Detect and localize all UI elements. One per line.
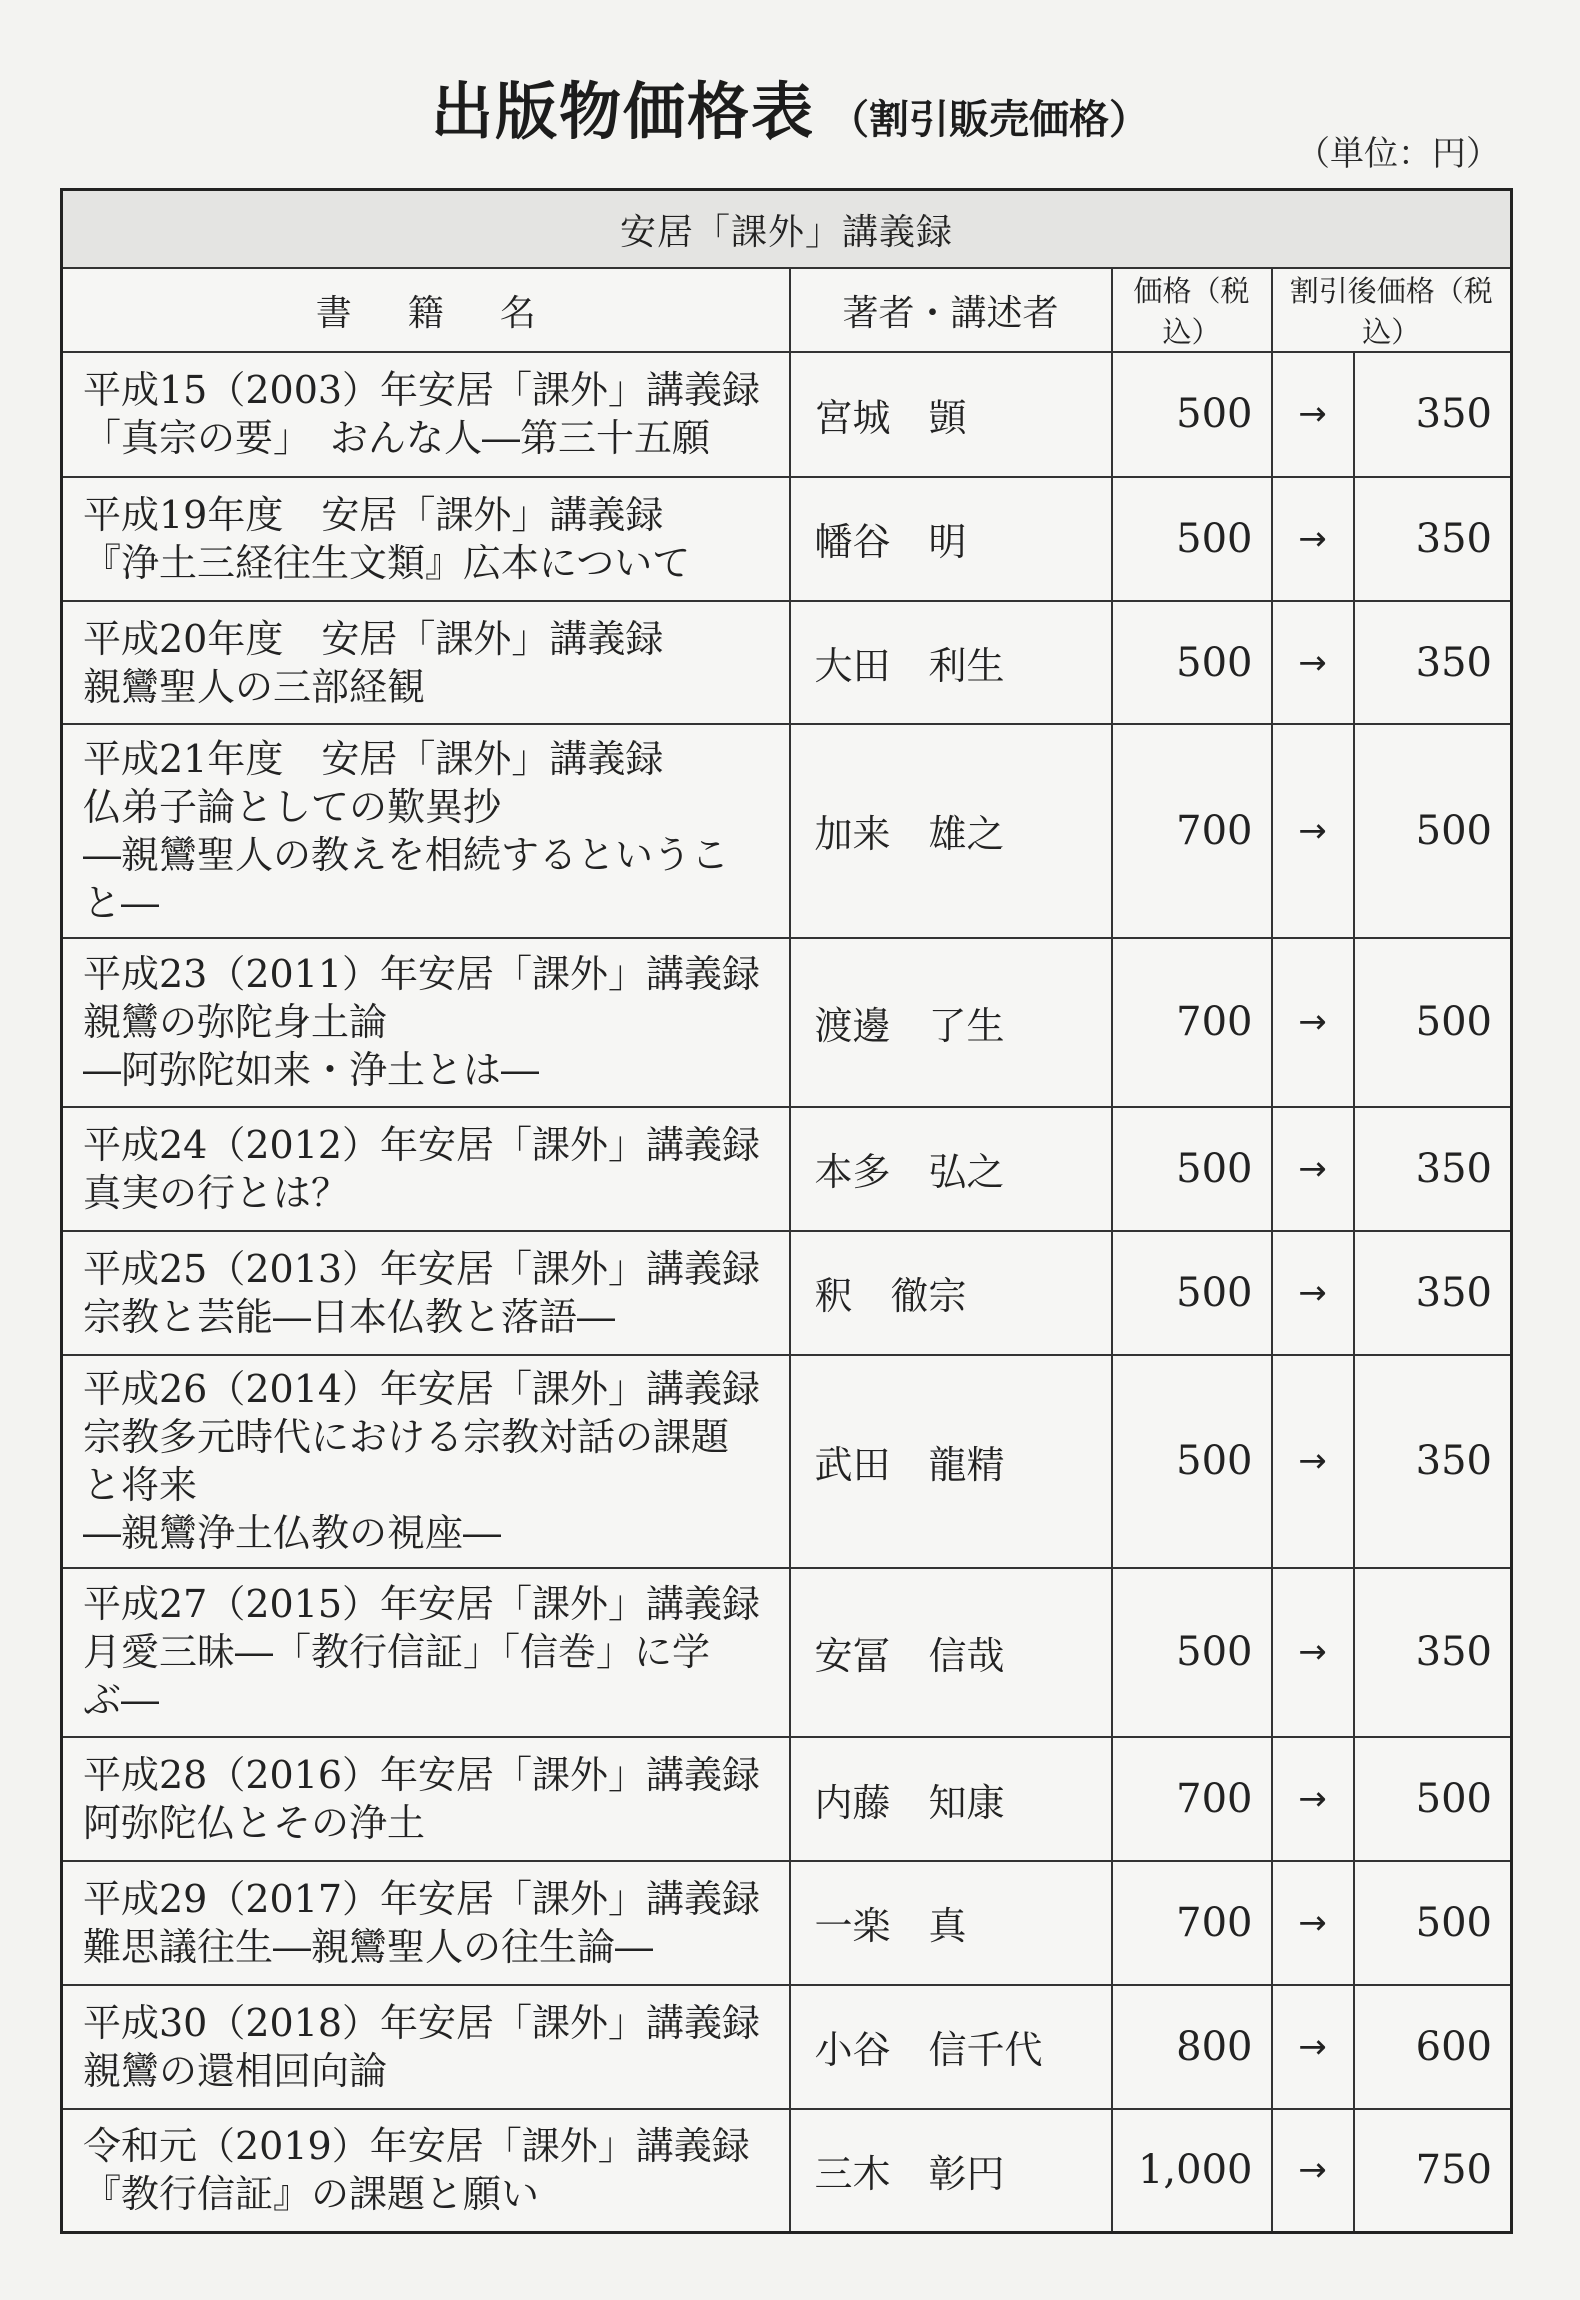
column-header-discount-price: 割引後価格（税込） [1272, 268, 1512, 352]
book-title-line: 親鸞聖人の三部経観 [83, 664, 426, 709]
table-row [62, 1861, 1512, 1985]
price-cell: 700 [1112, 1861, 1272, 1985]
arrow-right-icon: → [1272, 2109, 1354, 2233]
discount-price-cell: 500 [1354, 1861, 1512, 1985]
book-title-line: 『浄土三経往生文類』広本について [83, 540, 691, 585]
arrow-right-icon: → [1272, 1861, 1354, 1985]
column-header-book-name: 書籍名 [62, 268, 790, 352]
page-subtitle: （割引販売価格） [829, 97, 1149, 143]
book-title-line: 平成20年度 安居「課外」講義録 [83, 616, 664, 661]
discount-price-cell: 350 [1354, 1231, 1512, 1355]
arrow-right-icon: → [1272, 1568, 1354, 1737]
author-cell: 安冨 信哉 [790, 1568, 1112, 1737]
book-title-line: と― [83, 880, 160, 925]
column-header-author: 著者・講述者 [790, 268, 1112, 352]
table-row [62, 1985, 1512, 2109]
book-title-cell [62, 477, 790, 601]
author-cell: 一楽 真 [790, 1861, 1112, 1985]
discount-price-cell: 350 [1354, 1107, 1512, 1231]
discount-price-cell: 350 [1354, 1355, 1512, 1568]
book-title-cell [62, 1985, 790, 2109]
discount-price-cell: 350 [1354, 352, 1512, 477]
author-cell: 宮城 顗 [790, 352, 1112, 477]
book-title-cell [62, 938, 790, 1107]
book-title-line: 平成29（2017）年安居「課外」講義録 [83, 1876, 761, 1921]
discount-price-cell: 600 [1354, 1985, 1512, 2109]
book-title-line: 親鸞の還相回向論 [83, 2048, 388, 2093]
table-row [62, 2109, 1512, 2233]
arrow-right-icon: → [1272, 1355, 1354, 1568]
book-title-line: 平成30（2018）年安居「課外」講義録 [83, 2000, 761, 2045]
arrow-right-icon: → [1272, 1985, 1354, 2109]
unit-note: （単位：円） [1296, 134, 1500, 174]
price-cell: 500 [1112, 477, 1272, 601]
book-title-line: 平成25（2013）年安居「課外」講義録 [83, 1246, 761, 1291]
price-table [60, 188, 1513, 2234]
arrow-right-icon: → [1272, 477, 1354, 601]
book-title-line: 親鸞の弥陀身土論 [83, 1000, 388, 1045]
discount-price-cell: 350 [1354, 1568, 1512, 1737]
price-cell: 800 [1112, 1985, 1272, 2109]
book-title-line: ―親鸞聖人の教えを相続するというこ [83, 832, 730, 877]
discount-price-cell: 500 [1354, 1737, 1512, 1861]
book-title-line: 宗教多元時代における宗教対話の課題 [83, 1415, 730, 1460]
author-cell: 釈 徹宗 [790, 1231, 1112, 1355]
table-row [62, 938, 1512, 1107]
book-title-line: 平成28（2016）年安居「課外」講義録 [83, 1753, 761, 1798]
book-title-cell [62, 1737, 790, 1861]
book-rows [62, 352, 1512, 2233]
author-cell: 幡谷 明 [790, 477, 1112, 601]
price-cell: 500 [1112, 1355, 1272, 1568]
book-title-cell [62, 352, 790, 477]
author-cell: 大田 利生 [790, 601, 1112, 725]
book-title-cell [62, 1568, 790, 1737]
author-cell: 渡邊 了生 [790, 938, 1112, 1107]
author-cell: 加来 雄之 [790, 724, 1112, 937]
author-cell: 内藤 知康 [790, 1737, 1112, 1861]
book-title-line: と将来 [83, 1463, 198, 1508]
table-row [62, 1355, 1512, 1568]
table-row [62, 477, 1512, 601]
author-cell: 本多 弘之 [790, 1107, 1112, 1231]
arrow-right-icon: → [1272, 1231, 1354, 1355]
book-title-line: 平成15（2003）年安居「課外」講義録 [83, 368, 761, 413]
book-title-line: 平成24（2012）年安居「課外」講義録 [83, 1122, 761, 1167]
discount-price-cell: 500 [1354, 938, 1512, 1107]
discount-price-cell: 500 [1354, 724, 1512, 937]
book-title-line: 平成26（2014）年安居「課外」講義録 [83, 1367, 761, 1412]
arrow-right-icon: → [1272, 601, 1354, 725]
section-heading: 安居「課外」講義録 [62, 190, 1512, 269]
book-title-cell [62, 2109, 790, 2233]
arrow-right-icon: → [1272, 938, 1354, 1107]
book-title-line: 『教行信証』の課題と願い [83, 2172, 540, 2217]
book-title-line: ―親鸞浄土仏教の視座― [83, 1511, 502, 1556]
author-cell: 小谷 信千代 [790, 1985, 1112, 2109]
book-title-line: 仏弟子論としての歎異抄 [83, 784, 502, 829]
book-title-cell [62, 601, 790, 725]
book-title-cell [62, 1861, 790, 1985]
book-title-line: 平成27（2015）年安居「課外」講義録 [83, 1582, 761, 1627]
price-cell: 500 [1112, 352, 1272, 477]
price-cell: 500 [1112, 1568, 1272, 1737]
arrow-right-icon: → [1272, 724, 1354, 937]
author-cell: 三木 彰円 [790, 2109, 1112, 2233]
book-title-line: 難思議往生―親鸞聖人の往生論― [83, 1924, 654, 1969]
book-title-line: 「真宗の要」 おんな人―第三十五願 [83, 416, 711, 461]
table-row [62, 601, 1512, 725]
column-header-price: 価格（税込） [1112, 268, 1272, 352]
price-cell: 1,000 [1112, 2109, 1272, 2233]
arrow-right-icon: → [1272, 1737, 1354, 1861]
book-title-line: 令和元（2019）年安居「課外」講義録 [83, 2124, 750, 2169]
book-title-cell [62, 724, 790, 937]
discount-price-cell: 750 [1354, 2109, 1512, 2233]
price-cell: 700 [1112, 1737, 1272, 1861]
table-row [62, 352, 1512, 477]
price-cell: 700 [1112, 724, 1272, 937]
book-title-cell [62, 1355, 790, 1568]
book-title-line: 月愛三昧―「教行信証」「信巻」に学 [83, 1630, 711, 1675]
book-title-line: 真実の行とは？ [83, 1170, 350, 1215]
author-cell: 武田 龍精 [790, 1355, 1112, 1568]
price-cell: 700 [1112, 938, 1272, 1107]
book-title-line: ―阿弥陀如来・浄土とは― [83, 1048, 540, 1093]
book-title-line: 平成21年度 安居「課外」講義録 [83, 736, 664, 781]
book-title-line: 平成19年度 安居「課外」講義録 [83, 492, 664, 537]
book-title-cell [62, 1107, 790, 1231]
table-row [62, 724, 1512, 937]
table-row [62, 1568, 1512, 1737]
table-row [62, 1107, 1512, 1231]
book-title-line: 阿弥陀仏とその浄土 [83, 1801, 426, 1846]
discount-price-cell: 350 [1354, 601, 1512, 725]
table-row [62, 1231, 1512, 1355]
table-row [62, 1737, 1512, 1861]
book-title-cell [62, 1231, 790, 1355]
discount-price-cell: 350 [1354, 477, 1512, 601]
arrow-right-icon: → [1272, 352, 1354, 477]
book-title-line: ぶ― [83, 1678, 160, 1723]
price-cell: 500 [1112, 601, 1272, 725]
price-cell: 500 [1112, 1107, 1272, 1231]
book-title-line: 平成23（2011）年安居「課外」講義録 [83, 952, 761, 997]
arrow-right-icon: → [1272, 1107, 1354, 1231]
book-title-line: 宗教と芸能―日本仏教と落語― [83, 1294, 616, 1339]
page-title: 出版物価格表 [430, 75, 815, 148]
price-cell: 500 [1112, 1231, 1272, 1355]
